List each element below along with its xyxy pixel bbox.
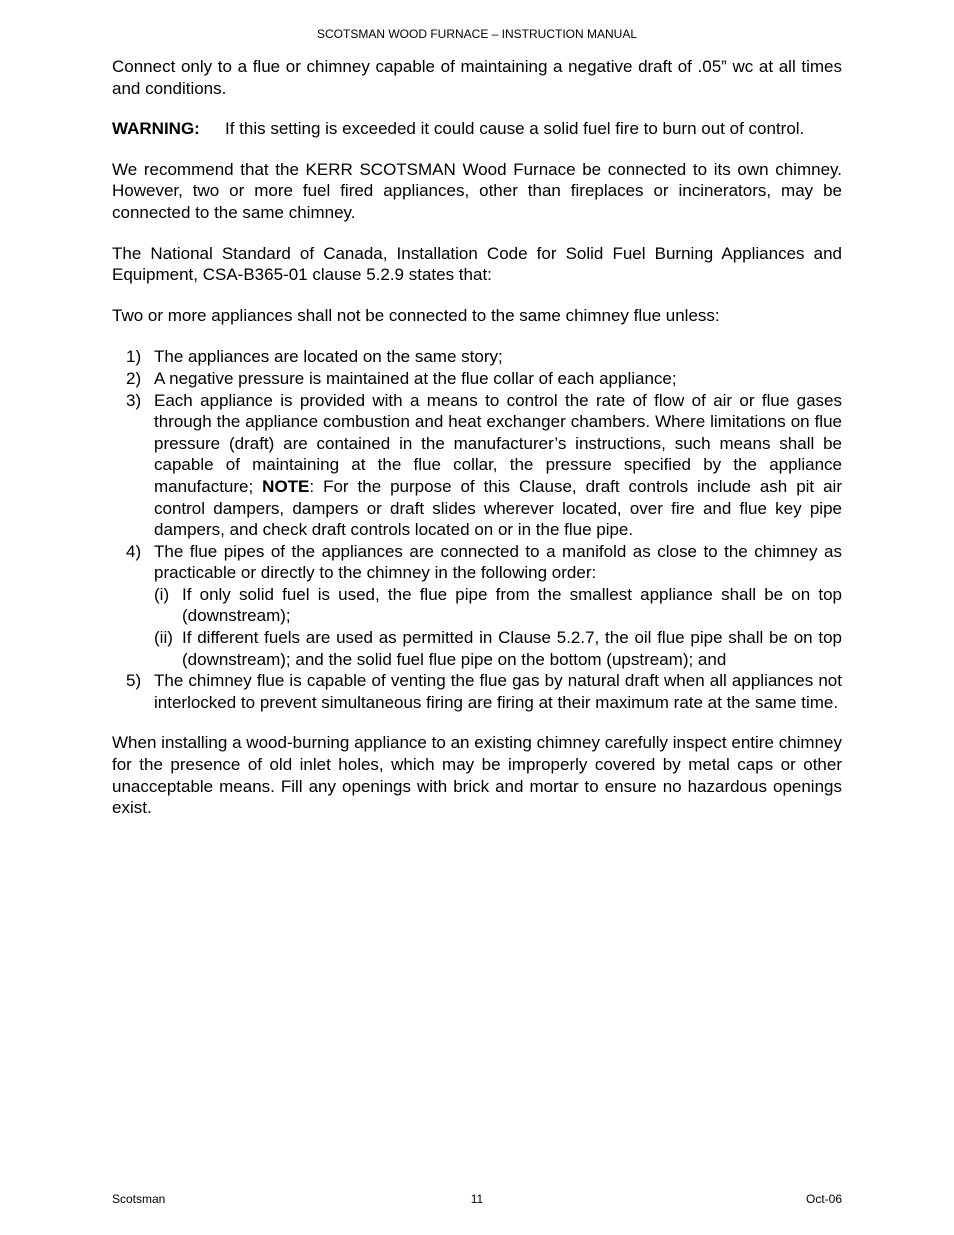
footer-left-text: Scotsman: [112, 1192, 166, 1206]
page-content: [112, 56, 842, 838]
warning-label: WARNING:: [112, 119, 200, 139]
sub-list-item: [154, 584, 842, 627]
list-item: [112, 541, 842, 671]
paragraph-draft-requirement: Connect only to a flue or chimney capable of maintaining a negative draft of .05” wc at all times and conditions.: [112, 57, 842, 98]
running-header: SCOTSMAN WOOD FURNACE – INSTRUCTION MANUAL: [316, 27, 637, 41]
list-item-number: 3): [126, 390, 142, 410]
list-item-number: 4): [126, 541, 142, 561]
paragraph-national-standard: The National Standard of Canada, Installation Code for Solid Fuel Burning Appliances and Equipment, CSA-B365-01 clause 5.2.9 states that:: [112, 243, 842, 285]
note-label: NOTE: [262, 476, 310, 496]
list-item-body: [154, 541, 842, 671]
paragraph-own-chimney: We recommend that the KERR SCOTSMAN Wood Furnace be connected to its own chimney. However, two or more fuel fired appliances, other than fireplaces or incinerators, may be connected to the same chimney.: [112, 159, 842, 222]
list-item-text: The flue pipes of the appliances are connected to a manifold as close to the chimney as practicable or directly to the chimney in the following order:: [154, 541, 842, 583]
list-item-number: 1): [126, 347, 142, 367]
page-number: 11: [470, 1192, 484, 1206]
list-item: [112, 368, 842, 390]
conditions-list: [112, 346, 842, 713]
list-item-text: A negative pressure is maintained at the flue collar of each appliance;: [154, 368, 677, 388]
list-item: [112, 390, 842, 541]
paragraph-existing-chimney: When installing a wood-burning appliance to an existing chimney carefully inspect entire chimney for the presence of old inlet holes, which may be improperly covered by metal caps or other unacceptable means. Fill any openings with brick and mortar to ensure no hazardous openings exist.: [112, 733, 842, 818]
sub-list-item: [154, 627, 842, 670]
footer-date: Oct-06: [805, 1192, 842, 1206]
list-item-number: 5): [126, 671, 142, 691]
sub-list-item-number: (ii): [154, 628, 173, 648]
warning-block: [112, 118, 842, 140]
list-item-text-after-note: : For the purpose of this Clause, draft controls include ash pit air control dampers, dampers or draft slides wherever located, over fire and flue key pipe dampers, and check draft controls located on or in the flue pipe.: [154, 476, 842, 540]
list-item-text: The chimney flue is capable of venting the flue gas by natural draft when all appliances not interlocked to prevent simultaneous firing are firing at their maximum rate at the same time.: [154, 671, 842, 712]
list-item-text: [154, 390, 842, 541]
sub-list-item-text: If only solid fuel is used, the flue pipe from the smallest appliance shall be on top (downstream);: [182, 584, 842, 626]
list-item-text: The appliances are located on the same story;: [154, 347, 503, 367]
sub-list-item-number: (i): [154, 584, 170, 604]
list-item-text-before-note: Each appliance is provided with a means to control the rate of flow of air or flue gases through the appliance combustion and heat exchanger chambers. Where limitations on flue pressure (draft) are contained in the manufacturer’s instructions, such means shall be capable of maintaining at the flue collar, the pressure specified by the appliance manufacture;: [154, 390, 842, 496]
warning-text: If this setting is exceeded it could cause a solid fuel fire to burn out of control.: [225, 119, 805, 139]
list-item-number: 2): [126, 368, 142, 388]
list-item: [112, 346, 842, 368]
sub-list-item-text: If different fuels are used as permitted in Clause 5.2.7, the oil flue pipe shall be on top (downstream); and the solid fuel flue pipe on the bottom (upstream); and: [182, 628, 842, 669]
list-item: [112, 670, 842, 713]
paragraph-conditions-intro: Two or more appliances shall not be connected to the same chimney flue unless:: [112, 305, 720, 325]
